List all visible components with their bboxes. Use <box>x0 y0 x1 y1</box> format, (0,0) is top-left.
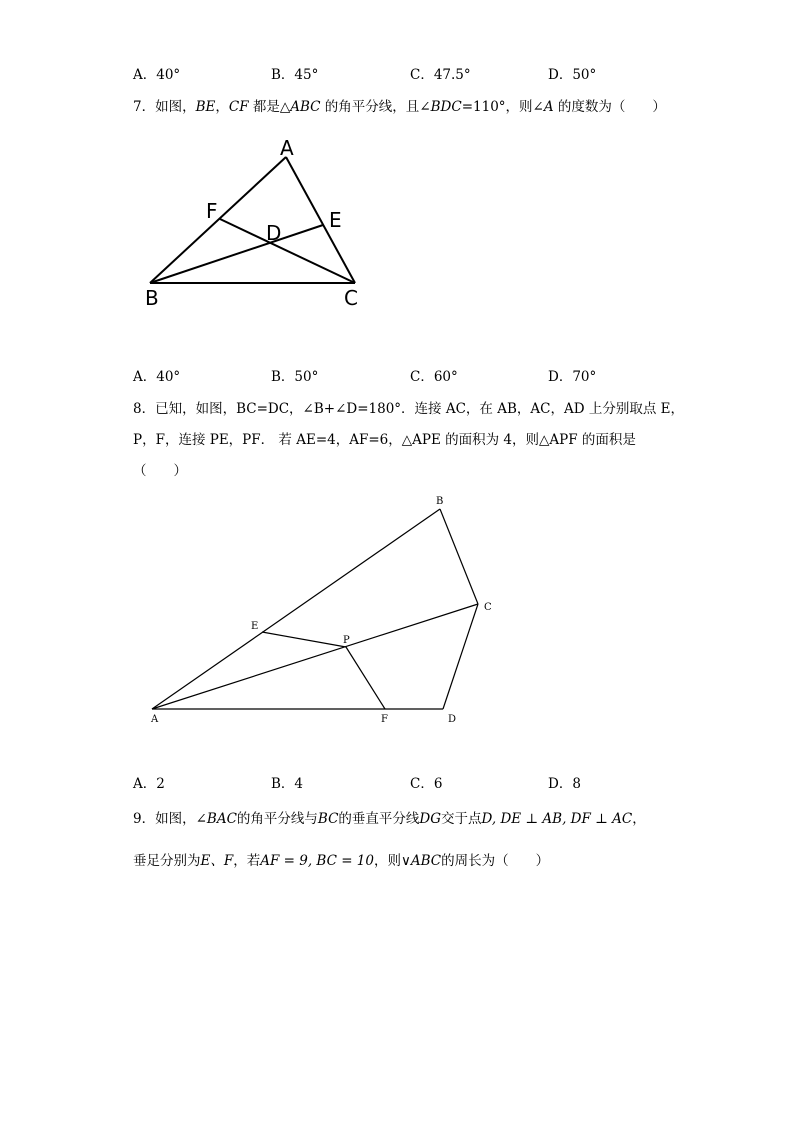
q8-option-b: B．4 <box>271 776 304 792</box>
q8-option-a: A．2 <box>133 776 165 792</box>
q6-option-c: C．47.5° <box>410 67 471 83</box>
q8-option-d: D．8 <box>548 776 581 792</box>
q8-side-cd <box>443 604 478 709</box>
q7-label-c: C <box>344 286 358 310</box>
q7-label-a: A <box>280 136 294 160</box>
q7-stem: 7．如图，BE，CF 都是△ABC 的角平分线，且∠BDC=110°，则∠A 的度数为（ ） <box>133 99 666 115</box>
q9-stem-line2: 垂足分别为E、F，若AF = 9, BC = 10，则∨ABC的周长为（ ） <box>133 853 550 869</box>
q7-option-a: A．40° <box>133 369 181 385</box>
q8-side-bc <box>440 509 478 604</box>
q8-side-ab <box>152 509 440 709</box>
q6-option-b: B．45° <box>271 67 319 83</box>
q7-label-f: F <box>206 199 218 223</box>
q8-stem-line3: （ ） <box>133 463 187 479</box>
q8-label-b: B <box>436 496 444 507</box>
q9-stem-line1: 9．如图，∠BAC的角平分线与BC的垂直平分线DG交于点D, DE ⊥ AB, DF ⊥ AC， <box>133 811 646 827</box>
q8-label-a: A <box>151 714 159 725</box>
q8-option-c: C．6 <box>410 776 443 792</box>
q6-option-d: D．50° <box>548 67 597 83</box>
q8-segment-pf <box>346 647 385 709</box>
q8-stem-line2: P，F，连接 PE，PF． 若 AE=4，AF=6，△APE 的面积为 4，则△APF 的面积是 <box>133 432 636 448</box>
q7-option-b: B．50° <box>271 369 319 385</box>
q8-diagonal-ac <box>152 604 478 709</box>
q7-option-c: C．60° <box>410 369 458 385</box>
q6-option-a: A．40° <box>133 67 181 83</box>
q7-option-d: D．70° <box>548 369 597 385</box>
q8-segment-pe <box>262 632 346 647</box>
q8-stem-line1: 8．已知，如图，BC=DC，∠B+∠D=180°．连接 AC，在 AB，AC，AD 上分别取点 E， <box>133 401 684 417</box>
q7-label-b: B <box>145 286 159 310</box>
q7-label-d: D <box>266 221 282 245</box>
q7-label-e: E <box>329 208 342 232</box>
q8-label-p: P <box>343 635 350 646</box>
q8-label-c: C <box>484 602 492 613</box>
q8-label-d: D <box>448 714 457 725</box>
q8-label-e: E <box>251 621 259 632</box>
q8-label-f: F <box>381 714 388 725</box>
